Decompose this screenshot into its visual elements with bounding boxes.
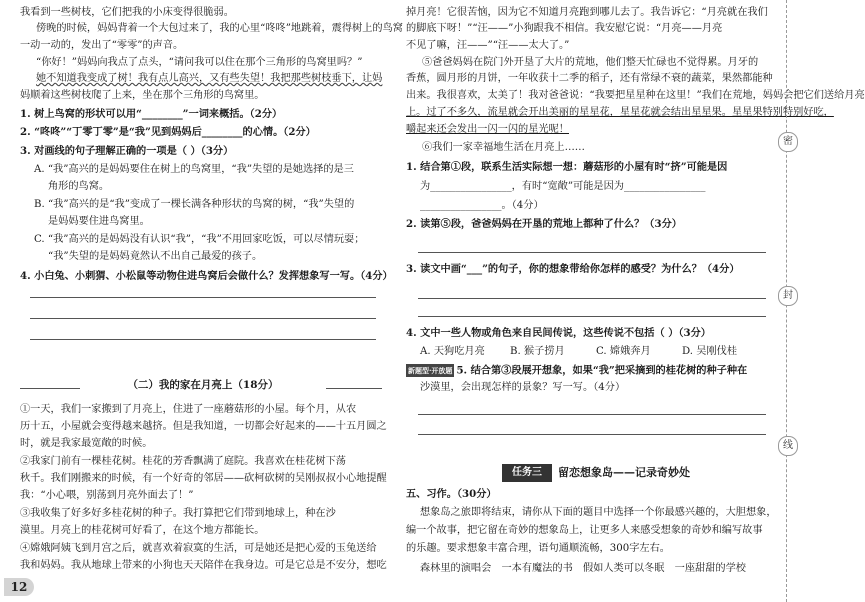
- question-r5-text: 5. 结合第③段展开想象，如果“我”把采摘到的桂花树的种子种在: [456, 364, 748, 377]
- option-c-cont: “我”失望的是妈妈竟然认不出自己最爱的孩子。: [48, 251, 263, 262]
- gutter-mark: 密: [778, 132, 798, 152]
- task-heading: [502, 464, 702, 482]
- question-r3: 3. 读文中画“___”的句子，你的想象带给你怎样的感受？为什么？（4分）: [406, 263, 740, 275]
- question-r1: 1. 结合第①段，联系生活实际想一想：蘑菇形的小屋有时“挤”可能是因: [406, 161, 728, 173]
- text-line: 她不知道我变成了树！我有点儿高兴，又有些失望！我把那些树枝垂下，让妈: [36, 73, 383, 84]
- text-line: 不见了嘛，汪——”“汪——太大了。”: [406, 40, 570, 51]
- writing-line: 编一个故事，把它留在奇妙的想象岛上，让更多人来感受想象的奇妙和编写故事: [406, 525, 763, 536]
- story-line: ④嫦娥阿姨飞到月宫之后，就喜欢着寂寞的生活，可是她还是把心爱的玉兔送给: [20, 543, 377, 554]
- text-line: ⑤爸爸妈妈在院门外开垦了大片的荒地，他们整天忙碌也不觉得累。月牙的: [422, 57, 759, 68]
- option-c: C. “我”高兴的是妈妈没有认识“我”，“我”不用回家吃饭，可以尽情玩耍；: [34, 234, 365, 245]
- answer-line[interactable]: [418, 434, 766, 435]
- gutter-mark: 封: [778, 286, 798, 306]
- option-b: B. “我”高兴的是“我”变成了一棵长满各种形状的鸟窝的树，“我”失望的: [34, 199, 355, 210]
- question-1: 1. 树上鸟窝的形状可以用“________”一词来概括。（2分）: [20, 108, 283, 120]
- option-b: B. 猴子捞月: [510, 346, 565, 357]
- story-line: 时，就是我家最宽敞的时候。: [20, 438, 153, 449]
- page-number: 12: [4, 578, 34, 596]
- text-line: 出来。我很喜欢，太美了！我对爸爸说：“我要把星星种在这里！”我们在荒地，妈妈会把它们送给月亮: [406, 90, 865, 101]
- section-title: （二）我的家在月亮上（18分）: [127, 379, 279, 391]
- question-4: 4. 小白兔、小刺猬、小松鼠等动物住进鸟窝后会做什么？发挥想象写一写。（4分）: [20, 270, 393, 282]
- story-line: 我：“小心喂，别荡到月亮外面去了！”: [20, 490, 194, 501]
- answer-line[interactable]: [30, 339, 376, 340]
- left-page: [0, 0, 403, 602]
- new-question-tag: 新题型·开放题: [408, 366, 453, 375]
- answer-line[interactable]: [418, 414, 766, 415]
- text-line: 一动一动的，发出了“零零”的声音。: [20, 40, 184, 51]
- text-line: “你好！”妈妈向我点了点头，“请问我可以住在那个三角形的鸟窝里吗？”: [36, 57, 363, 68]
- answer-line[interactable]: [30, 318, 376, 319]
- task-tag: 任务三: [502, 464, 552, 482]
- question-r5-cont: 沙漠里，会出现怎样的景象？写一写。（4分）: [420, 382, 626, 393]
- text-line: 我看到一些树枝，它们把我的小床变得很脆弱。: [20, 7, 234, 18]
- text-line: 掉月亮！它很苦恼，因为它不知道月亮跑到哪儿去了。我告诉它：“月亮就在我们: [406, 7, 768, 18]
- text-line: ⑥我们一家幸福地生活在月亮上……: [422, 142, 585, 153]
- answer-line[interactable]: [30, 297, 376, 298]
- story-line: ①一天，我们一家搬到了月亮上，住进了一座蘑菇形的小屋。每个月，从农: [20, 404, 357, 415]
- story-line: 漠里。月亮上的桂花树可好看了，在这个地方都能长。: [20, 525, 265, 536]
- writing-header: 五、习作。（30分）: [406, 488, 497, 500]
- writing-line: 的乐趣。要求想象丰富合理，语句通顺流畅，300字左右。: [406, 543, 670, 554]
- option-a: A. 天狗吃月亮: [420, 346, 485, 357]
- question-r1-cont: 为________________，有时“宽敞”可能是因为________________: [420, 181, 706, 192]
- text-line: 上。过了不多久，流星就会开出美丽的星星花，星星花就会结出星星果。星星果特别特别好吃，: [406, 107, 834, 118]
- option-c: C. 嫦娥奔月: [596, 346, 651, 357]
- task-title: 留恋想象岛——记录奇妙处: [558, 466, 690, 479]
- text-line: 嚼起来还会发出一闪一闪的星光呢！: [406, 124, 569, 135]
- text-line: 的脚底下呀！”“汪——”小狗跟我不相信。我安慰它说：“月亮——月亮: [406, 23, 723, 34]
- answer-line[interactable]: [418, 316, 766, 317]
- story-line: ②我家门前有一棵桂花树。桂花的芳香飘满了庭院。我喜欢在桂花树下荡: [20, 456, 346, 467]
- question-3: 3. 对画线的句子理解正确的一项是（ ）（3分）: [20, 145, 234, 157]
- answer-line[interactable]: [418, 298, 766, 299]
- text-line: 傍晚的时候，妈妈背着一个大包过来了，我的心里“咚咚”地跳着，震得树上的鸟窝: [36, 23, 403, 34]
- question-r4: 4. 文中一些人物或角色来自民间传说，这些传说不包括（ ）（3分）: [406, 327, 711, 339]
- writing-topics: 森林里的演唱会 一本有魔法的书 假如人类可以冬眠 一座甜甜的学校: [420, 563, 746, 574]
- option-b-cont: 是妈妈要住进鸟窝里。: [48, 216, 150, 227]
- divider: [326, 388, 382, 389]
- answer-line[interactable]: [418, 252, 766, 253]
- story-line: ③我收集了好多好多桂花树的种子。我打算把它们带到地球上，种在沙: [20, 508, 336, 519]
- question-r5: [406, 364, 747, 378]
- divider: [20, 388, 80, 389]
- story-line: 我和妈妈。我从地球上带来的小狗也天天陪伴在我身边。可是它总是不安分，想吃: [20, 560, 387, 571]
- gutter-mark: 线: [778, 436, 798, 456]
- option-d: D. 吴刚伐桂: [682, 346, 738, 357]
- section-heading: [88, 375, 318, 395]
- question-r1-cont: ________________。（4分）: [420, 200, 544, 211]
- option-a-cont: 角形的鸟窝。: [48, 181, 110, 192]
- question-r2: 2. 读第⑤段，爸爸妈妈在开垦的荒地上都种了什么？（3分）: [406, 218, 682, 230]
- writing-line: 想象岛之旅即将结束，请你从下面的题目中选择一个你最感兴趣的，大胆想象，: [420, 507, 777, 518]
- story-line: 历十五，小屋就会变得越来越挤。但是我知道，一切都会好起来的——十五月圆之: [20, 421, 387, 432]
- text-line: 香蕉，圆月形的月饼，一年收获十二季的稻子，还有常绿不衰的蔬菜，果然都能种: [406, 73, 773, 84]
- right-page: [400, 0, 865, 602]
- question-2: 2. “咚咚”“丁零丁零”是“我”见到妈妈后________的心情。（2分）: [20, 126, 316, 138]
- story-line: 秋千。我们刚搬来的时候，有一个好奇的邻居——砍柯砍树的吴刚叔叔小心地提醒: [20, 473, 387, 484]
- text-line: 妈顺着这些树枝爬了上来，坐在那个三角形的鸟窝里。: [20, 90, 265, 101]
- option-a: A. “我”高兴的是妈妈要住在树上的鸟窝里，“我”失望的是她选择的是三: [34, 164, 354, 175]
